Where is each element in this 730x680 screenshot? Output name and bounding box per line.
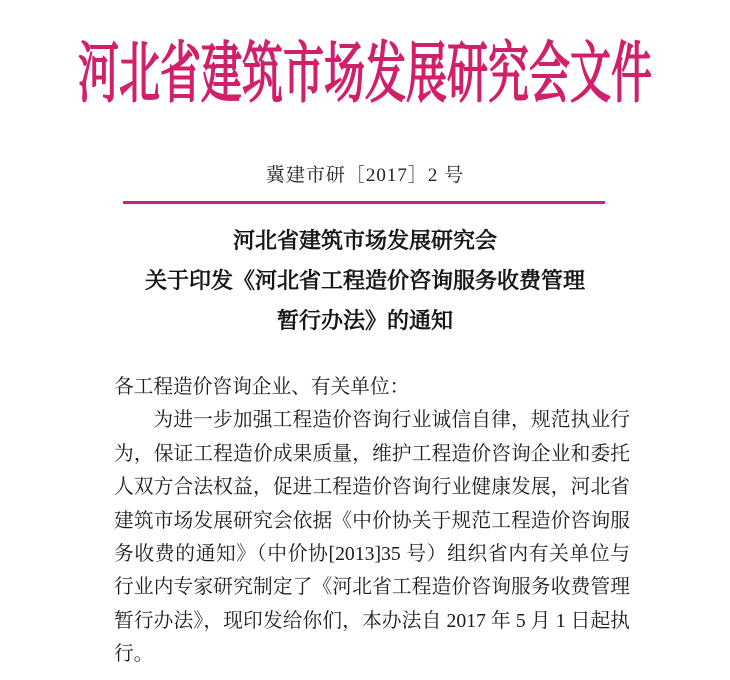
- notice-title-line-3: 暂行办法》的通知: [276, 308, 453, 333]
- body-paragraph: 为进一步加强工程造价咨询行业诚信自律，规范执业行为，保证工程造价成果质量，维护工程造价咨询企业和委托人双方合法权益，促进工程造价咨询行业健康发展，河北省建筑市场发展研究会依据《中价协关于规范工程造价咨询服务收费的通知》（中价协[2013]35 号）组织省内有关单位与行业内专家研究制定了《河北省工程造价咨询服务收费管理暂行办法》，现印发给你们，本办法自 2017 年 5 月 1 日起执行。: [114, 409, 630, 666]
- red-header-banner: 河北省建筑市场发展研究会文件: [78, 36, 652, 111]
- document-body: [114, 371, 630, 672]
- salutation-line: 各工程造价咨询企业、有关单位：: [114, 376, 410, 398]
- notice-title-line-1: 河北省建筑市场发展研究会: [232, 228, 497, 253]
- document-number: 冀建市研［2017］2 号: [265, 165, 465, 186]
- red-divider-line: [123, 201, 605, 204]
- notice-title-line-2: 关于印发《河北省工程造价咨询服务收费管理: [144, 268, 585, 293]
- notice-title: [0, 221, 730, 341]
